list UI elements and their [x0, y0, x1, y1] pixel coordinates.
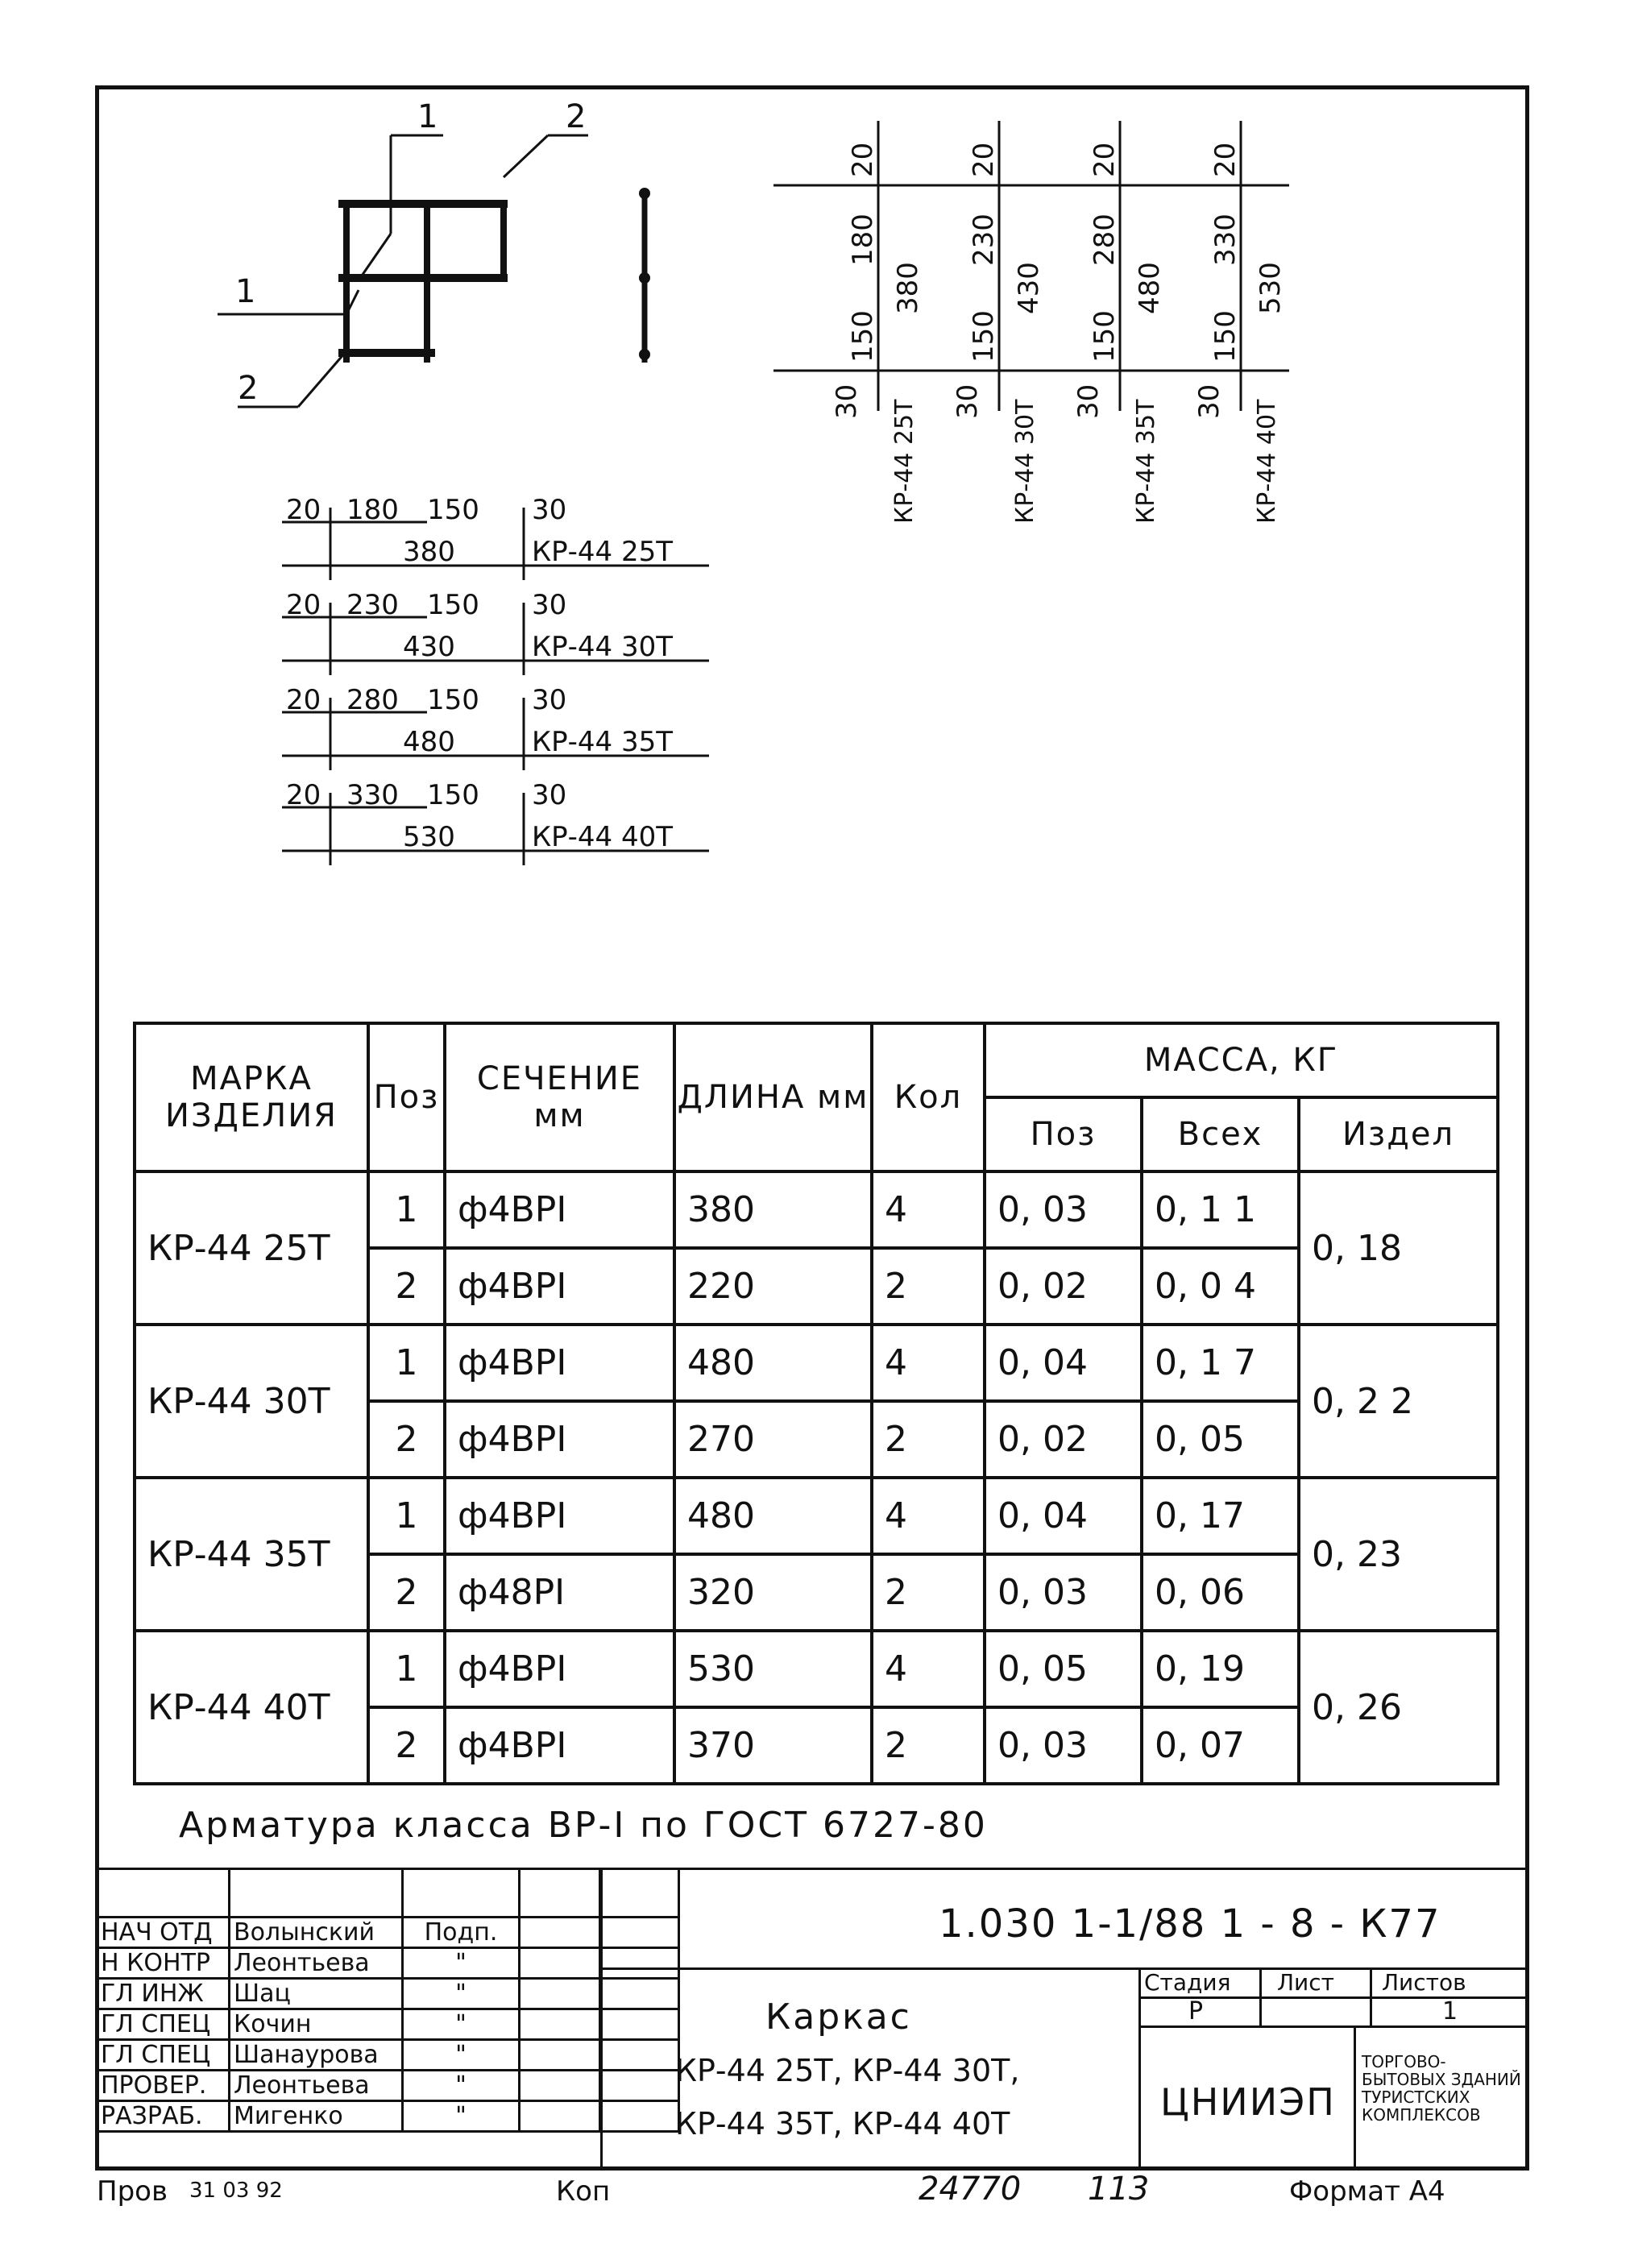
length-cell: 320 [674, 1554, 872, 1631]
signer-role: ПРОВЕР. [97, 2071, 230, 2101]
dim-label: 150 [1089, 310, 1121, 363]
signer-sign: " [403, 1948, 520, 1979]
horizontal-dimension-chains [282, 483, 717, 886]
dim-total: 380 [403, 536, 455, 568]
qty-cell: 2 [872, 1248, 985, 1325]
grid-line [1259, 1967, 1262, 2025]
dim-label: 30 [1072, 384, 1105, 419]
header-mass-item: Издел [1299, 1097, 1498, 1171]
header-section: СЕЧЕНИЕ мм [445, 1023, 674, 1171]
dim-total: 380 [892, 262, 924, 314]
copy-label: Коп [556, 2175, 611, 2208]
table-row [135, 1631, 1498, 1707]
signer-role: ГЛ ИНЖ [97, 1979, 230, 2009]
mark-label: КР-44 30Т [1011, 399, 1039, 524]
item-mass-cell: 0, 26 [1299, 1631, 1498, 1784]
position-cell: 1 [368, 1171, 445, 1248]
dim-label: 150 [1209, 310, 1242, 363]
header-mark: МАРКА ИЗДЕЛИЯ [135, 1023, 368, 1171]
section-cell: ф48PI [445, 1554, 674, 1631]
signer-role: ГЛ СПЕЦ [97, 2009, 230, 2040]
section-cell: ф4ВРI [445, 1325, 674, 1401]
empty-cell [520, 1869, 600, 1918]
item-mass-cell: 0, 2 2 [1299, 1325, 1498, 1478]
reinforcement-note: Арматура класса ВР-I по ГОСТ 6727-80 [179, 1805, 988, 1846]
qty-cell: 2 [872, 1707, 985, 1784]
length-cell: 220 [674, 1248, 872, 1325]
table-row [135, 1325, 1498, 1401]
empty-cell [520, 2009, 600, 2040]
signer-role: НАЧ ОТД [97, 1918, 230, 1948]
section-cell: ф4ВРI [445, 1248, 674, 1325]
empty-cell [520, 1918, 600, 1948]
mass-pos-cell: 0, 03 [985, 1554, 1142, 1631]
dim-label: 20 [1209, 142, 1242, 177]
qty-cell: 4 [872, 1171, 985, 1248]
item-mark: КР-44 25Т [135, 1171, 368, 1325]
mass-all-cell: 0, 0 4 [1142, 1248, 1299, 1325]
signer-sign: " [403, 1979, 520, 2009]
organization-name: ЦНИИЭП [1160, 2080, 1336, 2124]
mark-label: КР-44 25Т [532, 536, 674, 568]
position-cell: 1 [368, 1325, 445, 1401]
length-cell: 370 [674, 1707, 872, 1784]
signer-name: Шац [230, 1979, 403, 2009]
dim-label: 150 [427, 684, 479, 716]
mark-label: КР-44 35Т [1132, 399, 1160, 524]
empty-cell [403, 1869, 520, 1918]
mass-pos-cell: 0, 04 [985, 1478, 1142, 1554]
signer-role: ГЛ СПЕЦ [97, 2040, 230, 2071]
grid-line [1138, 2025, 1529, 2028]
header-pos: Поз [368, 1023, 445, 1171]
dim-label: 30 [532, 779, 567, 811]
position-cell: 2 [368, 1554, 445, 1631]
specification-table [133, 1022, 1499, 1785]
mark-label: КР-44 25Т [890, 399, 919, 524]
dim-label: 30 [831, 384, 863, 419]
length-cell: 380 [674, 1171, 872, 1248]
dim-label: 150 [847, 310, 879, 363]
signer-name: Мигенко [230, 2101, 403, 2132]
callout-label: 1 [235, 273, 256, 310]
page-number: 113 [1088, 2171, 1150, 2208]
signer-row [97, 2071, 679, 2101]
mass-all-cell: 0, 07 [1142, 1707, 1299, 1784]
signer-row [97, 1979, 679, 2009]
signer-sign: " [403, 2101, 520, 2132]
table-row [135, 1478, 1498, 1554]
position-cell: 2 [368, 1248, 445, 1325]
dim-label: 180 [847, 214, 879, 266]
vertical-dimension-chains [773, 121, 1321, 540]
signer-row [97, 1948, 679, 1979]
signer-name: Леонтьева [230, 2071, 403, 2101]
qty-cell: 4 [872, 1478, 985, 1554]
dim-label: 30 [952, 384, 984, 419]
position-cell: 1 [368, 1478, 445, 1554]
signer-sign: " [403, 2071, 520, 2101]
signer-row [97, 2040, 679, 2071]
dim-label: 150 [427, 779, 479, 811]
dim-label: 230 [968, 214, 1000, 266]
position-cell: 1 [368, 1631, 445, 1707]
qty-cell: 4 [872, 1631, 985, 1707]
length-cell: 530 [674, 1631, 872, 1707]
signer-row [97, 1918, 679, 1948]
drawing-title-line2: КР-44 25Т, КР-44 30Т, [675, 2053, 1020, 2088]
dim-label: 180 [346, 494, 399, 526]
header-length: ДЛИНА мм [674, 1023, 872, 1171]
item-mark: КР-44 30Т [135, 1325, 368, 1478]
stage-value: Р [1188, 1997, 1204, 2025]
signer-name: Волынский [230, 1918, 403, 1948]
signer-name: Кочин [230, 2009, 403, 2040]
mass-all-cell: 0, 1 7 [1142, 1325, 1299, 1401]
qty-cell: 2 [872, 1401, 985, 1478]
mass-pos-cell: 0, 03 [985, 1171, 1142, 1248]
archive-number: 24770 [919, 2171, 1022, 2208]
section-cell: ф4ВРI [445, 1401, 674, 1478]
mark-label: КР-44 40Т [1253, 399, 1281, 524]
section-cell: ф4ВРI [445, 1478, 674, 1554]
dim-total: 430 [1013, 262, 1045, 314]
table-row [135, 1171, 1498, 1248]
empty-cell [97, 1869, 230, 1918]
dim-label: 30 [532, 589, 567, 621]
dim-label: 20 [286, 779, 321, 811]
grid-line [1370, 1967, 1372, 2025]
empty-cell [520, 2040, 600, 2071]
drawing-title-line3: КР-44 35Т, КР-44 40Т [675, 2106, 1010, 2142]
dim-label: 230 [346, 589, 399, 621]
qty-cell: 4 [872, 1325, 985, 1401]
dim-label: 30 [532, 684, 567, 716]
dim-label: 20 [847, 142, 879, 177]
mass-all-cell: 0, 1 1 [1142, 1171, 1299, 1248]
mass-all-cell: 0, 06 [1142, 1554, 1299, 1631]
mass-all-cell: 0, 19 [1142, 1631, 1299, 1707]
length-cell: 270 [674, 1401, 872, 1478]
format-label: Формат А4 [1289, 2175, 1445, 2208]
dim-label: 280 [346, 684, 399, 716]
signer-name: Леонтьева [230, 1948, 403, 1979]
mark-label: КР-44 40Т [532, 821, 674, 853]
signer-name: Шанаурова [230, 2040, 403, 2071]
mark-label: КР-44 35Т [532, 726, 674, 758]
signer-role: Н КОНТР [97, 1948, 230, 1979]
signer-row [97, 2009, 679, 2040]
signer-role: РАЗРАБ. [97, 2101, 230, 2132]
dim-total: 430 [403, 631, 455, 663]
length-cell: 480 [674, 1478, 872, 1554]
stage-label: Стадия [1144, 1969, 1231, 1996]
item-mark: КР-44 40Т [135, 1631, 368, 1784]
section-cell: ф4ВРI [445, 1631, 674, 1707]
mass-pos-cell: 0, 03 [985, 1707, 1142, 1784]
dim-total: 530 [1255, 262, 1287, 314]
length-cell: 480 [674, 1325, 872, 1401]
signers-table [95, 1868, 680, 2133]
callout-label: 1 [417, 98, 438, 135]
header-mass-all: Всех [1142, 1097, 1299, 1171]
empty-cell [520, 2071, 600, 2101]
dim-label: 150 [427, 494, 479, 526]
signer-sign: " [403, 2040, 520, 2071]
mass-all-cell: 0, 17 [1142, 1478, 1299, 1554]
checked-date: 31 03 92 [189, 2179, 283, 2203]
signer-sign: " [403, 2009, 520, 2040]
dim-label: 30 [532, 494, 567, 526]
item-mark: КР-44 35Т [135, 1478, 368, 1631]
dim-label: 20 [1089, 142, 1121, 177]
drawing-title: Каркас [765, 1996, 912, 2038]
item-mass-cell: 0, 18 [1299, 1171, 1498, 1325]
organization-subtitle: ТОРГОВО-БЫТОВЫХ ЗДАНИЙ ТУРИСТСКИХ КОМПЛЕКСОВ [1362, 2052, 1521, 2125]
dim-label: 20 [286, 684, 321, 716]
empty-cell [230, 1869, 403, 1918]
signers-spacer-row [97, 1869, 679, 1918]
signer-row [97, 2101, 679, 2132]
dim-label: 280 [1089, 214, 1121, 266]
dim-label: 150 [968, 310, 1000, 363]
callout-label: 2 [238, 370, 259, 407]
dim-total: 530 [403, 821, 455, 853]
sheets-value: 1 [1442, 1997, 1458, 2025]
sheets-label: Листов [1382, 1969, 1466, 1996]
checked-label: Пров [97, 2175, 168, 2208]
mass-all-cell: 0, 05 [1142, 1401, 1299, 1478]
dim-label: 20 [968, 142, 1000, 177]
mass-pos-cell: 0, 05 [985, 1631, 1142, 1707]
dim-total: 480 [1134, 262, 1166, 314]
empty-cell [520, 2101, 600, 2132]
mark-label: КР-44 30Т [532, 631, 674, 663]
header-qty: Кол [872, 1023, 985, 1171]
sheet-label: Лист [1277, 1969, 1334, 1996]
dim-label: 150 [427, 589, 479, 621]
mass-pos-cell: 0, 02 [985, 1401, 1142, 1478]
mass-pos-cell: 0, 02 [985, 1248, 1142, 1325]
grid-line [1354, 2025, 1356, 2171]
dim-label: 30 [1193, 384, 1226, 419]
frame-sketch [201, 97, 701, 419]
dim-label: 330 [1209, 214, 1242, 266]
empty-cell [520, 1979, 600, 2009]
dim-label: 20 [286, 589, 321, 621]
section-cell: ф4ВРI [445, 1171, 674, 1248]
header-mass-pos: Поз [985, 1097, 1142, 1171]
dim-label: 20 [286, 494, 321, 526]
callout-label: 2 [566, 98, 587, 135]
signer-sign: Подп. [403, 1918, 520, 1948]
mass-pos-cell: 0, 04 [985, 1325, 1142, 1401]
empty-cell [520, 1948, 600, 1979]
dim-label: 330 [346, 779, 399, 811]
header-mass: МАССА, КГ [985, 1023, 1498, 1097]
section-cell: ф4ВРI [445, 1707, 674, 1784]
document-code: 1.030 1-1/88 1 - 8 - К77 [939, 1901, 1441, 1947]
item-mass-cell: 0, 23 [1299, 1478, 1498, 1631]
position-cell: 2 [368, 1707, 445, 1784]
qty-cell: 2 [872, 1554, 985, 1631]
dim-total: 480 [403, 726, 455, 758]
position-cell: 2 [368, 1401, 445, 1478]
